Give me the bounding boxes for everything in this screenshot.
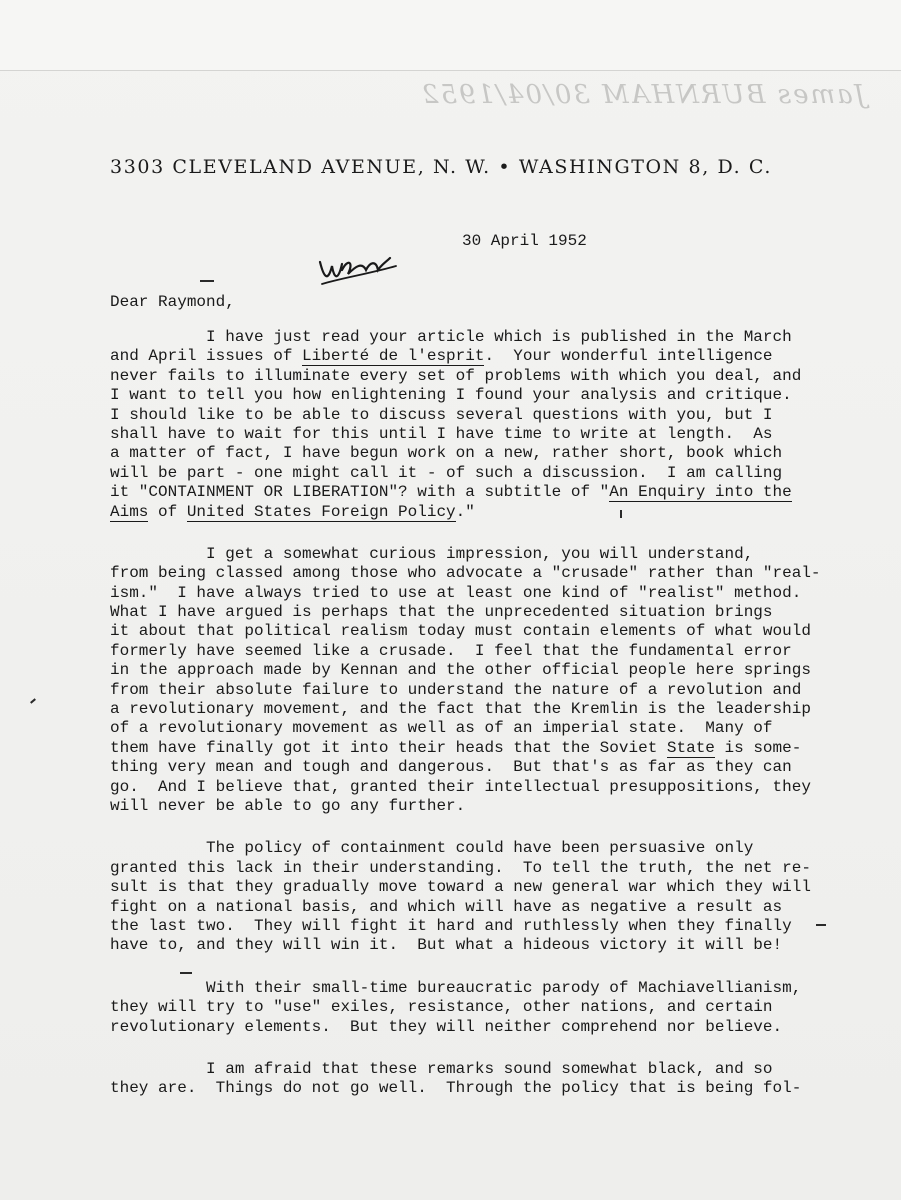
text-line: it "CONTAINMENT OR LIBERATION"? with a subtitle of "An Enquiry into the [110, 483, 792, 502]
text-line: them have finally got it into their heads that the Soviet State is some- [110, 738, 802, 757]
letterhead-address: 3303 CLEVELAND AVENUE, N. W. • WASHINGTON 8, D. C. [110, 156, 773, 178]
text-line: shall have to wait for this until I have time to write at length. As [110, 424, 773, 443]
text-line: granted this lack in their understanding. To tell the truth, the net re- [110, 858, 811, 877]
paragraph [110, 328, 810, 522]
text-line: of a revolutionary movement as well as of an imperial state. Many of [110, 719, 773, 738]
salutation: Dear Raymond, [110, 293, 235, 311]
text-line: in the approach made by Kennan and the other official people here springs [110, 661, 811, 680]
text-line: I have just read your article which is published in the March [110, 328, 792, 346]
text-line: thing very mean and tough and dangerous. But that's as far as they can [110, 758, 792, 777]
text-line: formerly have seemed like a crusade. I feel that the fundamental error [110, 641, 792, 660]
text-line: Aims of United States Foreign Policy." [110, 502, 475, 521]
text-line: they will try to "use" exiles, resistance, other nations, and certain [110, 998, 773, 1017]
text-line: The policy of containment could have been persuasive only [110, 839, 754, 858]
text-line: have to, and they will win it. But what a hideous victory it will be! [110, 936, 783, 955]
text-line: a matter of fact, I have begun work on a new, rather short, book which [110, 444, 783, 463]
text-line: fight on a national basis, and which will have as negative a result as [110, 897, 783, 916]
archive-pencil-note: James BURNHAM 30/04/1952 [420, 80, 866, 110]
paragraph [110, 1060, 810, 1099]
text-line: the last two. They will fight it hard and ruthlessly when they finally [110, 916, 792, 935]
text-line: will never be able to go any further. [110, 796, 466, 815]
text-line: revolutionary elements. But they will neither comprehend nor believe. [110, 1017, 783, 1036]
text-line: What I have argued is perhaps that the unprecedented situation brings [110, 603, 773, 622]
text-line: it about that political realism today must contain elements of what would [110, 622, 811, 641]
text-line: a revolutionary movement, and the fact that the Kremlin is the leadership [110, 700, 811, 719]
text-line: ism." I have always tried to use at least one kind of "realist" method. [110, 583, 802, 602]
letter-date: 30 April 1952 [462, 232, 587, 250]
text-line: I am afraid that these remarks sound somewhat black, and so [110, 1059, 773, 1078]
text-line: from their absolute failure to understand the nature of a revolution and [110, 680, 802, 699]
margin-mark [200, 280, 214, 282]
handwritten-initials-icon [312, 248, 402, 292]
text-line: will be part - one might call it - of such a discussion. I am calling [110, 463, 783, 482]
margin-mark [180, 972, 192, 974]
margin-mark [620, 510, 622, 518]
text-line: they are. Things do not go well. Through the policy that is being fol- [110, 1079, 802, 1098]
scan-top-strip [0, 0, 901, 71]
text-line: never fails to illuminate every set of problems with which you deal, and [110, 366, 802, 385]
margin-mark [30, 698, 36, 703]
paragraph [110, 979, 810, 1037]
text-line: With their small-time bureaucratic parody of Machiavellianism, [110, 978, 802, 997]
text-line: and April issues of Liberté de l'esprit. Your wonderful intelligence [110, 347, 773, 366]
text-line: I want to tell you how enlightening I found your analysis and critique. [110, 386, 792, 405]
margin-mark [816, 924, 826, 926]
text-line: sult is that they gradually move toward a new general war which they will [110, 878, 811, 897]
text-line: from being classed among those who advocate a "crusade" rather than "real- [110, 564, 821, 583]
text-line: I get a somewhat curious impression, you will understand, [110, 544, 754, 563]
paragraph [110, 839, 810, 955]
text-line: I should like to be able to discuss several questions with you, but I [110, 405, 773, 424]
text-line: go. And I believe that, granted their intellectual presuppositions, they [110, 777, 811, 796]
letter-body [110, 328, 821, 1122]
paragraph [110, 544, 821, 816]
